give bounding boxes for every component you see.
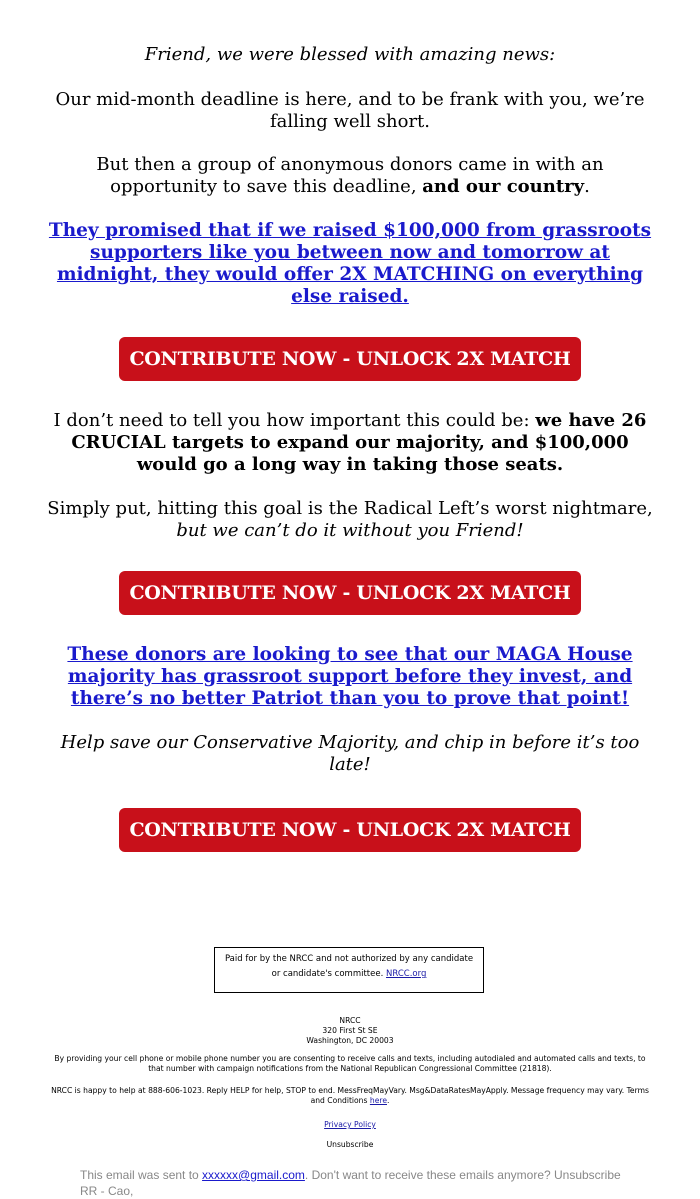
paragraph-goal [45,498,655,542]
text: NRCC is happy to help at 888-606-1023. Reply HELP for help, STOP to end. MessFreqMayVary. Msg&DataRatesMayApply. Message frequency may vary. Terms and Conditions [51,1086,649,1105]
street: 320 First St SE [322,1026,378,1035]
paragraph-help-save: Help save our Conservative Majority, and chip in before it’s too late! [60,732,640,775]
unsubscribe-link[interactable]: Unsubscribe [326,1140,374,1149]
terms-link[interactable]: here [369,1096,387,1105]
consent-text: By providing your cell phone or mobile phone number you are consenting to receive calls and texts, including autodialed and automated calls and texts, to that number with campaign notifications from the National Republican Congressional Committee (21818). [54,1054,646,1073]
disclaimer-text: Paid for by the NRCC and not authorized by any candidate or candidate's committee. [224,954,474,979]
match-promise-link[interactable]: They promised that if we raised $100,000 from grassroots supporters like you between now and tomorrow at midnight, they would offer 2X MATCHING on everything else raised. [48,220,652,307]
signoff: RR - Cao, [80,1184,134,1198]
match-promise-paragraph [45,220,655,308]
privacy-policy-link[interactable]: Privacy Policy [324,1120,376,1129]
paragraph-donors [45,154,655,198]
contribute-button-1[interactable]: CONTRIBUTE NOW - UNLOCK 2X MATCH [119,337,581,381]
contribute-button-3[interactable]: CONTRIBUTE NOW - UNLOCK 2X MATCH [119,808,581,852]
email-link[interactable]: xxxxxx@gmail.com [202,1168,305,1182]
paragraph-targets [45,410,655,476]
privacy-row [50,1120,650,1130]
contribute-button-2[interactable]: CONTRIBUTE NOW - UNLOCK 2X MATCH [119,571,581,615]
text: . [584,176,590,197]
help-text [50,1086,650,1106]
sent-to-notice [80,1167,680,1199]
donors-paragraph [45,644,655,710]
text: This email was sent to [80,1168,203,1182]
greeting: Friend, we were blessed with amazing news: [144,44,556,65]
bold-text: and our country [422,176,585,197]
donors-link[interactable]: These donors are looking to see that our MAGA House majority has grassroot support before they invest, and there’s no better Patriot than you to prove that point! [67,644,633,709]
address-block [50,1016,650,1046]
text: I don’t need to tell you how important this could be: [53,410,536,431]
org-name: NRCC [339,1016,361,1025]
text: But then a group of anonymous donors came in with an opportunity to save this deadline, [96,154,604,197]
bold-text: we have 26 CRUCIAL targets to expand our majority, and $100,000 would go a long way in taking those seats. [71,410,647,475]
italic-text: but we can’t do it without you Friend! [176,520,524,541]
paragraph-deadline: Our mid-month deadline is here, and to be frank with you, we’re falling well short. [55,89,645,132]
text: . Don't want to receive these emails anymore? Unsubscribe [304,1168,621,1182]
nrcc-link[interactable]: NRCC.org [386,969,427,979]
city: Washington, DC 20003 [306,1036,394,1045]
text: . [387,1096,390,1105]
text: Simply put, hitting this goal is the Radical Left’s worst nightmare, [47,498,653,519]
paid-for-disclaimer [214,947,484,993]
